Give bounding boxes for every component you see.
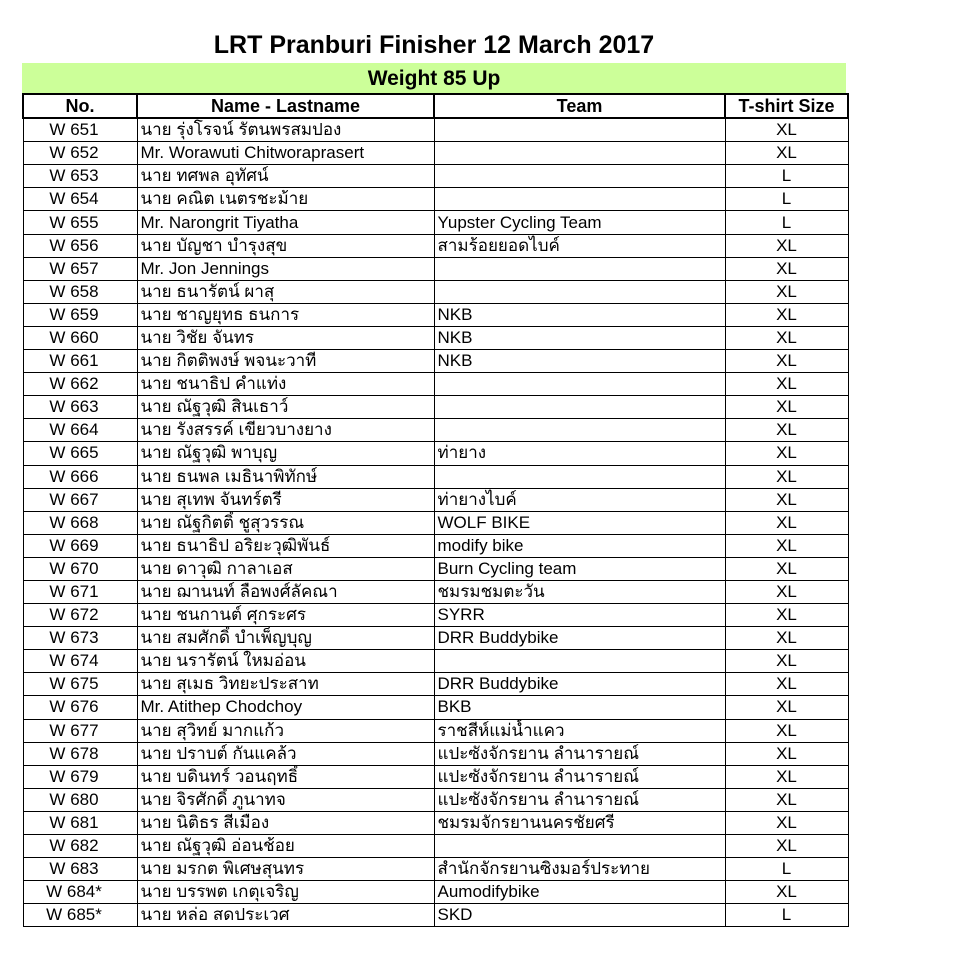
table-row bbox=[23, 188, 848, 211]
cell-size: XL bbox=[725, 396, 848, 419]
cell-team bbox=[434, 118, 725, 142]
cell-name: นาย สุวิทย์ มากแก้ว bbox=[137, 719, 434, 742]
table-row bbox=[23, 165, 848, 188]
table-row bbox=[23, 303, 848, 326]
cell-name: นาย ชนกานต์ ศุกระศร bbox=[137, 604, 434, 627]
cell-no: W 660 bbox=[23, 326, 137, 349]
cell-size: L bbox=[725, 165, 848, 188]
cell-size: XL bbox=[725, 765, 848, 788]
cell-team: แปะซังจักรยาน ลำนารายณ์ bbox=[434, 765, 725, 788]
cell-no: W 651 bbox=[23, 118, 137, 142]
cell-size: XL bbox=[725, 788, 848, 811]
cell-no: W 662 bbox=[23, 373, 137, 396]
cell-size: XL bbox=[725, 719, 848, 742]
cell-name: นาย นรารัตน์ ใหมอ่อน bbox=[137, 650, 434, 673]
cell-team: ท่ายางไบค์ bbox=[434, 488, 725, 511]
cell-no: W 673 bbox=[23, 627, 137, 650]
cell-no: W 667 bbox=[23, 488, 137, 511]
cell-team: SKD bbox=[434, 904, 725, 927]
cell-no: W 668 bbox=[23, 511, 137, 534]
cell-team bbox=[434, 650, 725, 673]
cell-size: XL bbox=[725, 534, 848, 557]
table-row bbox=[23, 811, 848, 834]
cell-size: XL bbox=[725, 696, 848, 719]
cell-name: นาย จิรศักดิ์ ภูนาทจ bbox=[137, 788, 434, 811]
table-row bbox=[23, 419, 848, 442]
cell-size: L bbox=[725, 858, 848, 881]
table-row bbox=[23, 557, 848, 580]
cell-no: W 685* bbox=[23, 904, 137, 927]
cell-no: W 677 bbox=[23, 719, 137, 742]
cell-size: XL bbox=[725, 580, 848, 603]
table-row bbox=[23, 627, 848, 650]
cell-name: Mr. Worawuti Chitworaprasert bbox=[137, 142, 434, 165]
cell-team: DRR Buddybike bbox=[434, 673, 725, 696]
cell-size: L bbox=[725, 188, 848, 211]
cell-name: นาย ณัฐวุฒิ สินเธาว์ bbox=[137, 396, 434, 419]
cell-team: WOLF BIKE bbox=[434, 511, 725, 534]
cell-no: W 665 bbox=[23, 442, 137, 465]
cell-no: W 680 bbox=[23, 788, 137, 811]
cell-name: นาย สุเทพ จันทร์ตรี bbox=[137, 488, 434, 511]
cell-no: W 654 bbox=[23, 188, 137, 211]
cell-team: Yupster Cycling Team bbox=[434, 211, 725, 234]
cell-team: modify bike bbox=[434, 534, 725, 557]
cell-name: นาย บดินทร์ วอนฤทธิ์ bbox=[137, 765, 434, 788]
table-row bbox=[23, 326, 848, 349]
cell-size: L bbox=[725, 211, 848, 234]
cell-name: Mr. Jon Jennings bbox=[137, 257, 434, 280]
cell-name: นาย คณิต เนตรชะม้าย bbox=[137, 188, 434, 211]
table-row bbox=[23, 211, 848, 234]
finisher-table bbox=[22, 93, 849, 927]
cell-no: W 679 bbox=[23, 765, 137, 788]
cell-name: Mr. Narongrit Tiyatha bbox=[137, 211, 434, 234]
cell-name: นาย ฌานนท์ ลือพงศ์ลัคณา bbox=[137, 580, 434, 603]
cell-no: W 661 bbox=[23, 350, 137, 373]
table-row bbox=[23, 488, 848, 511]
cell-size: XL bbox=[725, 234, 848, 257]
table-row bbox=[23, 511, 848, 534]
table-row bbox=[23, 257, 848, 280]
cell-team: ท่ายาง bbox=[434, 442, 725, 465]
table-row bbox=[23, 696, 848, 719]
cell-team: ราชสีห์แม่น้ำแคว bbox=[434, 719, 725, 742]
table-row bbox=[23, 442, 848, 465]
cell-no: W 670 bbox=[23, 557, 137, 580]
cell-no: W 671 bbox=[23, 580, 137, 603]
table-row bbox=[23, 904, 848, 927]
cell-no: W 659 bbox=[23, 303, 137, 326]
cell-no: W 681 bbox=[23, 811, 137, 834]
cell-no: W 683 bbox=[23, 858, 137, 881]
cell-no: W 652 bbox=[23, 142, 137, 165]
cell-team: ชมรมจักรยานนครชัยศรี bbox=[434, 811, 725, 834]
cell-size: XL bbox=[725, 280, 848, 303]
table-row bbox=[23, 835, 848, 858]
cell-size: XL bbox=[725, 488, 848, 511]
cell-size: XL bbox=[725, 557, 848, 580]
cell-team bbox=[434, 165, 725, 188]
cell-size: XL bbox=[725, 604, 848, 627]
cell-no: W 656 bbox=[23, 234, 137, 257]
cell-size: XL bbox=[725, 350, 848, 373]
table-row bbox=[23, 350, 848, 373]
cell-name: นาย ณัฐวุฒิ อ่อนช้อย bbox=[137, 835, 434, 858]
cell-team bbox=[434, 835, 725, 858]
header-size: T-shirt Size bbox=[725, 94, 848, 118]
cell-team: SYRR bbox=[434, 604, 725, 627]
cell-size: XL bbox=[725, 118, 848, 142]
cell-no: W 658 bbox=[23, 280, 137, 303]
cell-name: นาย ธนารัตน์ ผาสุ bbox=[137, 280, 434, 303]
table-row bbox=[23, 788, 848, 811]
cell-size: XL bbox=[725, 742, 848, 765]
cell-name: นาย ชนาธิป คำแท่ง bbox=[137, 373, 434, 396]
cell-team bbox=[434, 280, 725, 303]
cell-no: W 655 bbox=[23, 211, 137, 234]
cell-size: XL bbox=[725, 811, 848, 834]
cell-name: นาย หล่อ สดประเวศ bbox=[137, 904, 434, 927]
table-row bbox=[23, 465, 848, 488]
cell-size: XL bbox=[725, 442, 848, 465]
cell-team bbox=[434, 419, 725, 442]
cell-no: W 657 bbox=[23, 257, 137, 280]
cell-size: XL bbox=[725, 326, 848, 349]
cell-size: XL bbox=[725, 511, 848, 534]
page-title: LRT Pranburi Finisher 12 March 2017 bbox=[213, 31, 655, 59]
cell-size: XL bbox=[725, 419, 848, 442]
cell-name: นาย รังสรรค์ เขียวบางยาง bbox=[137, 419, 434, 442]
cell-size: XL bbox=[725, 650, 848, 673]
cell-no: W 672 bbox=[23, 604, 137, 627]
cell-team bbox=[434, 188, 725, 211]
table-body bbox=[23, 118, 848, 927]
cell-team bbox=[434, 142, 725, 165]
cell-name: นาย ดาวุฒิ กาลาเอส bbox=[137, 557, 434, 580]
cell-no: W 684* bbox=[23, 881, 137, 904]
cell-team: ชมรมชมตะวัน bbox=[434, 580, 725, 603]
table-row bbox=[23, 373, 848, 396]
cell-name: นาย ณัฐวุฒิ พาบุญ bbox=[137, 442, 434, 465]
table-row bbox=[23, 142, 848, 165]
cell-name: นาย ปราบต์ กันแคล้ว bbox=[137, 742, 434, 765]
table-row bbox=[23, 881, 848, 904]
cell-size: XL bbox=[725, 835, 848, 858]
cell-name: นาย บรรพต เกตุเจริญ bbox=[137, 881, 434, 904]
cell-size: XL bbox=[725, 303, 848, 326]
cell-no: W 664 bbox=[23, 419, 137, 442]
category-banner: Weight 85 Up bbox=[22, 63, 846, 93]
cell-size: L bbox=[725, 904, 848, 927]
cell-name: นาย บัญชา บำรุงสุข bbox=[137, 234, 434, 257]
cell-team bbox=[434, 257, 725, 280]
cell-team: NKB bbox=[434, 326, 725, 349]
cell-size: XL bbox=[725, 673, 848, 696]
cell-name: นาย ทศพล อุทัศน์ bbox=[137, 165, 434, 188]
cell-name: นาย นิติธร สีเมือง bbox=[137, 811, 434, 834]
cell-no: W 675 bbox=[23, 673, 137, 696]
header-name: Name - Lastname bbox=[137, 94, 434, 118]
cell-name: นาย ชาญยุทธ ธนการ bbox=[137, 303, 434, 326]
cell-no: W 653 bbox=[23, 165, 137, 188]
cell-no: W 674 bbox=[23, 650, 137, 673]
cell-team: แปะซังจักรยาน ลำนารายณ์ bbox=[434, 788, 725, 811]
cell-no: W 678 bbox=[23, 742, 137, 765]
table-header-row bbox=[23, 94, 848, 118]
table-row bbox=[23, 280, 848, 303]
cell-team: DRR Buddybike bbox=[434, 627, 725, 650]
cell-no: W 663 bbox=[23, 396, 137, 419]
cell-team: แปะซังจักรยาน ลำนารายณ์ bbox=[434, 742, 725, 765]
cell-team bbox=[434, 396, 725, 419]
cell-no: W 669 bbox=[23, 534, 137, 557]
table-row bbox=[23, 858, 848, 881]
cell-name: นาย กิตติพงษ์ พจนะวาที bbox=[137, 350, 434, 373]
table-row bbox=[23, 604, 848, 627]
table-row bbox=[23, 234, 848, 257]
table-row bbox=[23, 650, 848, 673]
cell-name: นาย ธนพล เมธินาพิทักษ์ bbox=[137, 465, 434, 488]
cell-no: W 682 bbox=[23, 835, 137, 858]
cell-name: นาย มรกต พิเศษสุนทร bbox=[137, 858, 434, 881]
header-team: Team bbox=[434, 94, 725, 118]
cell-name: นาย วิชัย จันทร bbox=[137, 326, 434, 349]
cell-name: นาย ธนาธิป อริยะวุฒิพันธ์ bbox=[137, 534, 434, 557]
table-row bbox=[23, 396, 848, 419]
table-row bbox=[23, 765, 848, 788]
cell-no: W 676 bbox=[23, 696, 137, 719]
cell-name: นาย ณัฐกิตติ์ ชูสุวรรณ bbox=[137, 511, 434, 534]
cell-team: NKB bbox=[434, 350, 725, 373]
cell-size: XL bbox=[725, 257, 848, 280]
header-no: No. bbox=[23, 94, 137, 118]
table-row bbox=[23, 118, 848, 142]
cell-team: Aumodifybike bbox=[434, 881, 725, 904]
cell-size: XL bbox=[725, 881, 848, 904]
cell-size: XL bbox=[725, 465, 848, 488]
cell-name: นาย สุเมธ วิทยะประสาท bbox=[137, 673, 434, 696]
table-row bbox=[23, 719, 848, 742]
cell-size: XL bbox=[725, 373, 848, 396]
cell-team: สามร้อยยอดไบค์ bbox=[434, 234, 725, 257]
cell-name: นาย สมศักดิ์ บำเพ็ญบุญ bbox=[137, 627, 434, 650]
cell-name: นาย รุ่งโรจน์ รัตนพรสมปอง bbox=[137, 118, 434, 142]
cell-team bbox=[434, 465, 725, 488]
table-row bbox=[23, 580, 848, 603]
cell-team bbox=[434, 373, 725, 396]
cell-team: Burn Cycling team bbox=[434, 557, 725, 580]
cell-team: BKB bbox=[434, 696, 725, 719]
cell-size: XL bbox=[725, 142, 848, 165]
cell-size: XL bbox=[725, 627, 848, 650]
cell-name: Mr. Atithep Chodchoy bbox=[137, 696, 434, 719]
table-row bbox=[23, 742, 848, 765]
table-row bbox=[23, 534, 848, 557]
table-row bbox=[23, 673, 848, 696]
cell-no: W 666 bbox=[23, 465, 137, 488]
cell-team: NKB bbox=[434, 303, 725, 326]
cell-team: สำนักจักรยานซิงมอร์ประทาย bbox=[434, 858, 725, 881]
